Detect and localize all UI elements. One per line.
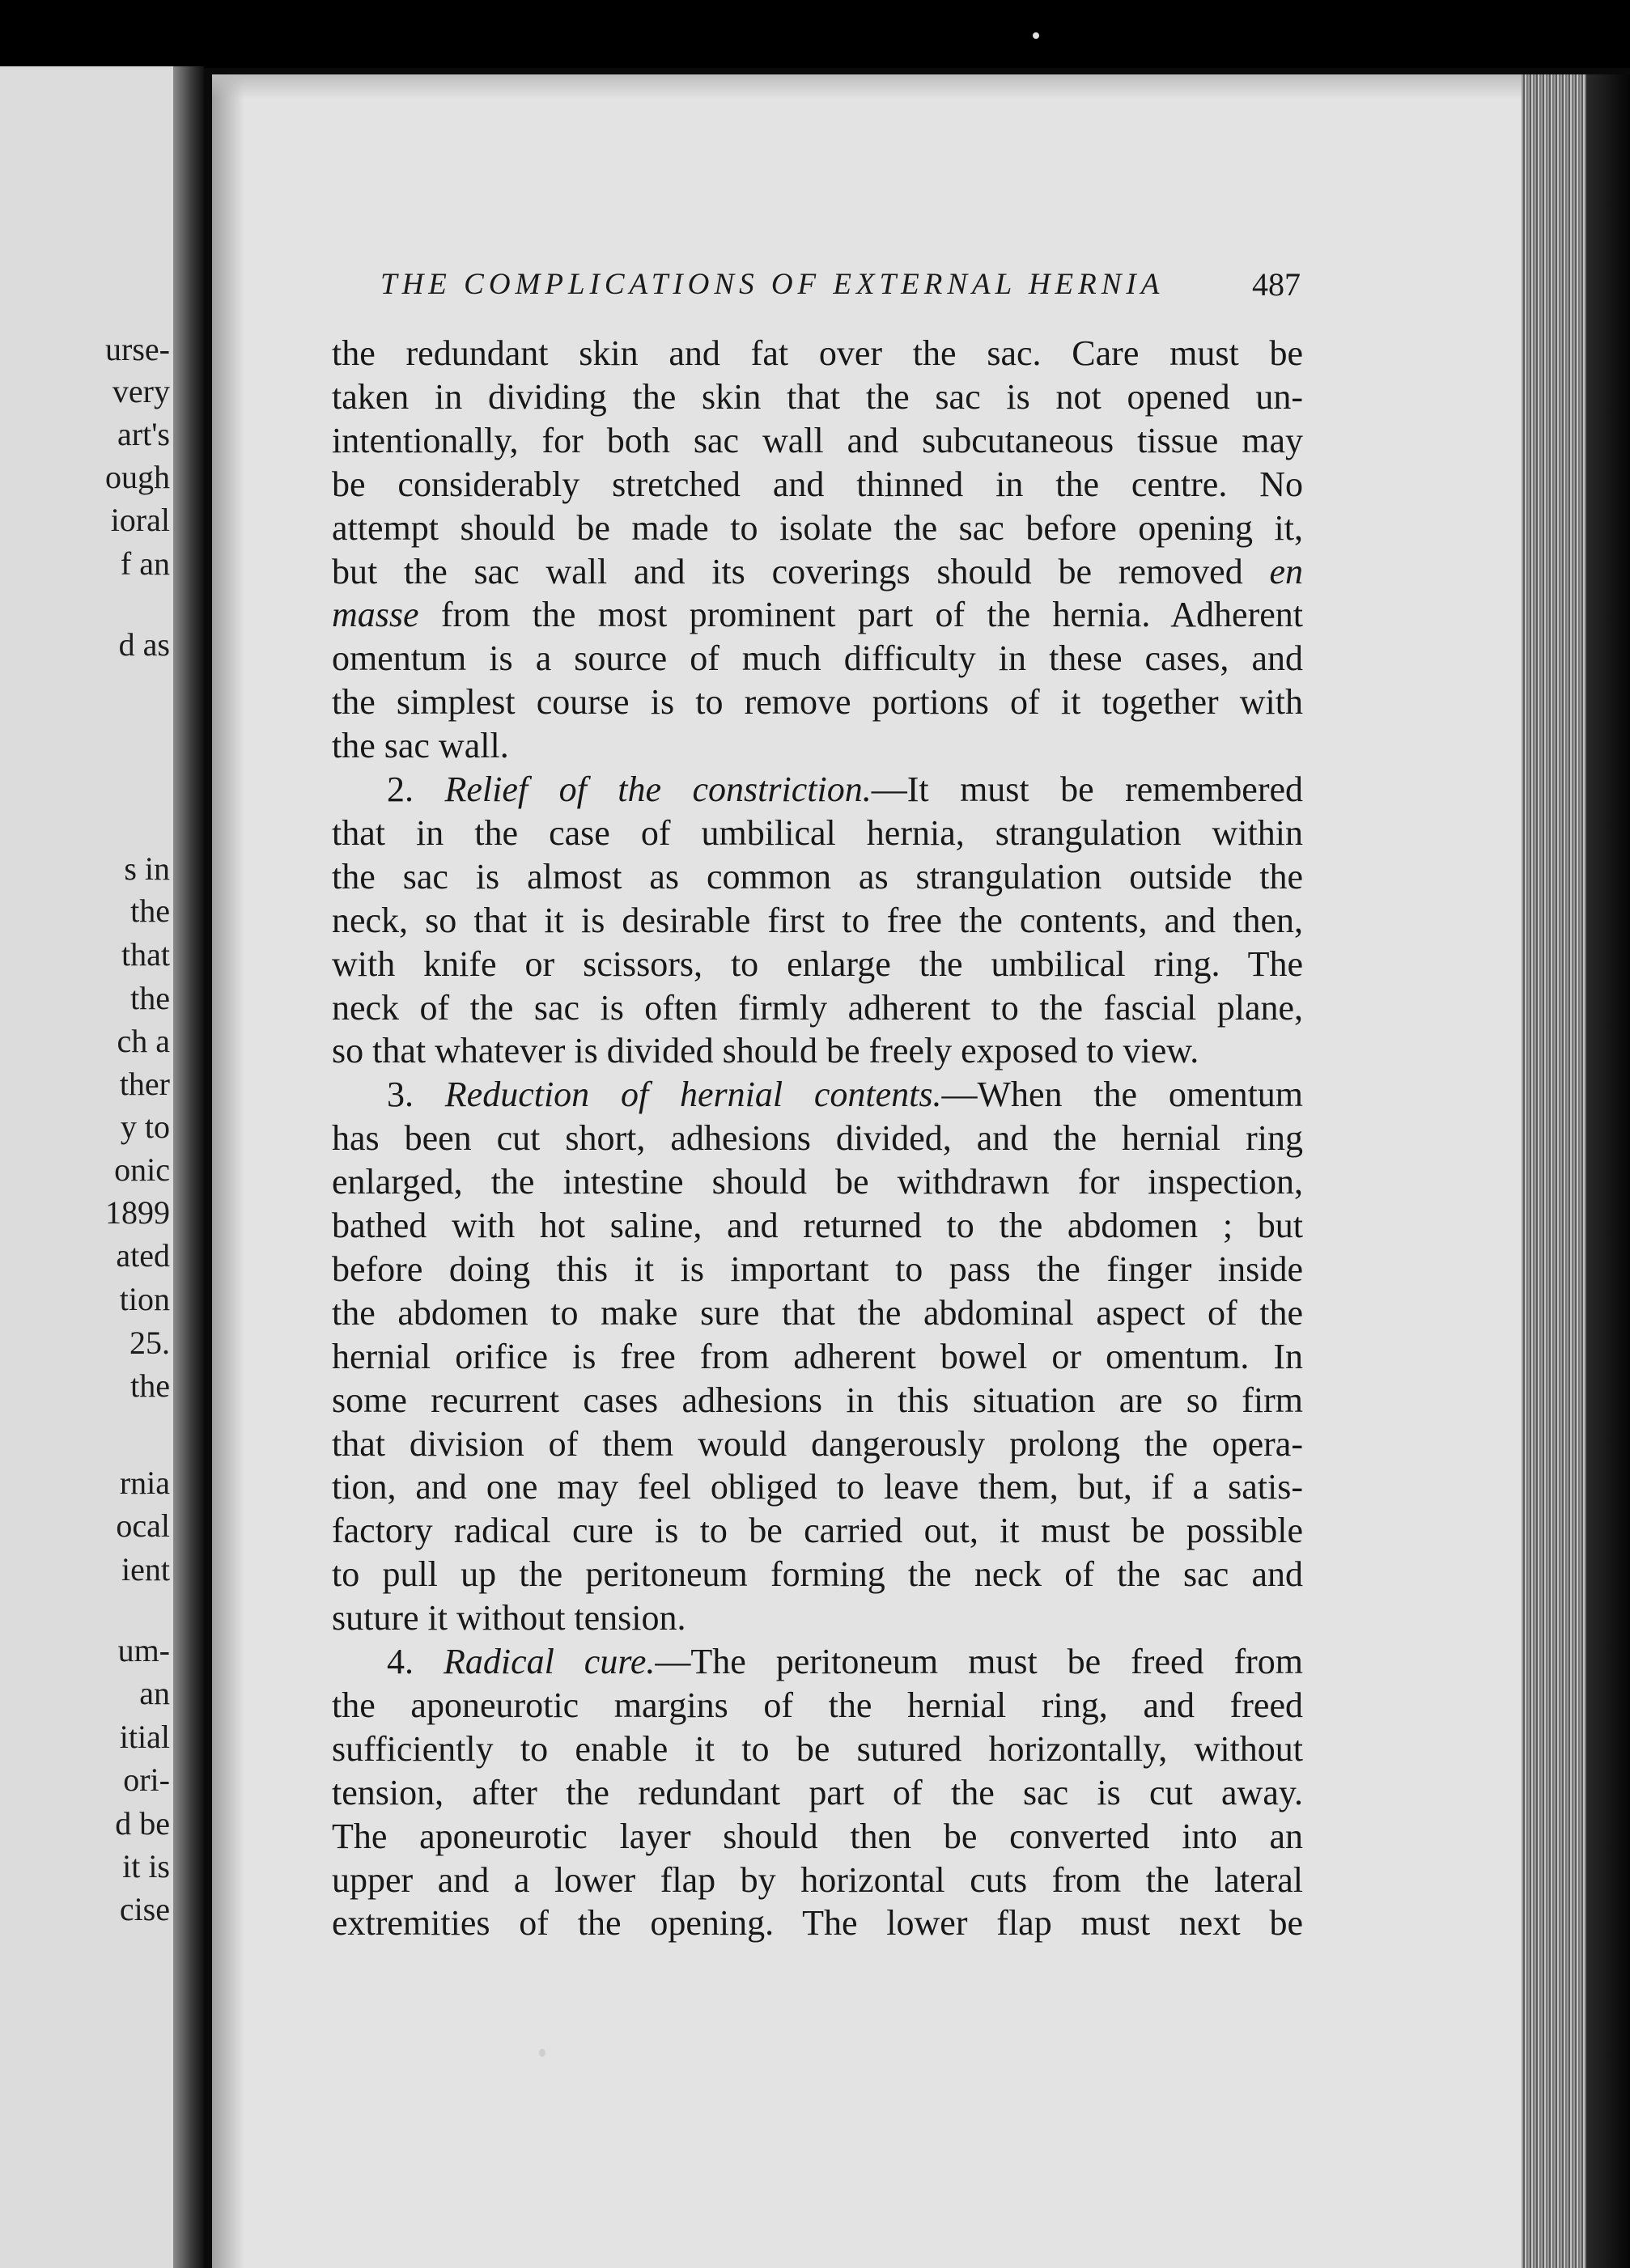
line-text: that in the case of umbilical hernia, strangulation within: [332, 813, 1303, 853]
line-text: with knife or scissors, to enlarge the umbilical ring. The: [332, 944, 1303, 984]
line-text: the redundant skin and fat over the sac. Care must be: [332, 333, 1303, 373]
body-line: [332, 1337, 1303, 1377]
running-head: THE COMPLICATIONS OF EXTERNAL HERNIA: [380, 268, 1165, 301]
line-text: hernial orifice is free from adherent bowel or omentum. In: [332, 1337, 1303, 1376]
body-line: [332, 1380, 1303, 1421]
body-line: [332, 988, 1303, 1028]
facing-page-fragment: y to: [120, 1109, 170, 1145]
facing-page-fragment: the: [130, 1367, 170, 1404]
body-line: [332, 1206, 1303, 1246]
scan-right-border: [1586, 74, 1630, 2268]
facing-page-fragment: onic: [114, 1151, 170, 1188]
line-text: —When the omentum: [941, 1075, 1304, 1114]
facing-page-fragment: f an: [120, 545, 170, 582]
line-text: enlarged, the intestine should be withdrawn for inspection,: [332, 1162, 1303, 1202]
body-line: [332, 1903, 1303, 1944]
body-line: [332, 857, 1303, 897]
body-line: [332, 1424, 1303, 1465]
line-text: taken in dividing the skin that the sac is not opened un-: [332, 377, 1303, 417]
line-text: upper and a lower flap by horizontal cuts from the lateral: [332, 1860, 1303, 1900]
body-line: [332, 726, 1303, 766]
body-line: [332, 1467, 1303, 1507]
line-text: but the sac wall and its coverings should be removed: [332, 552, 1243, 591]
body-line: [332, 464, 1303, 505]
body-line: [332, 1554, 1303, 1595]
body-line: [387, 1075, 1303, 1115]
body-line: [332, 1685, 1303, 1726]
line-text: the simplest course is to remove portions of it together with: [332, 682, 1303, 722]
facing-page-fragment: ioral: [110, 502, 170, 538]
body-line: [387, 769, 1303, 810]
line-text: so that whatever is divided should be freely exposed to view.: [332, 1031, 1199, 1070]
facing-page-fragment: the: [130, 892, 170, 929]
section-number: 4.: [387, 1642, 444, 1681]
body-line: [332, 638, 1303, 679]
facing-page-fragment: very: [112, 373, 170, 409]
body-line: [332, 1511, 1303, 1551]
facing-page-fragment: 25.: [129, 1325, 170, 1361]
line-text: the sac wall.: [332, 726, 509, 765]
paper-speck: [539, 2049, 545, 2057]
italic-text: en: [1269, 552, 1304, 591]
body-line: [332, 552, 1303, 592]
facing-page-fragment: the: [130, 980, 170, 1016]
facing-page-fragment: 1899: [105, 1194, 170, 1231]
body-line: [332, 901, 1303, 941]
body-line: [332, 1293, 1303, 1333]
page-shadow-left: [212, 74, 244, 2268]
line-text: that division of them would dangerously prolong the opera-: [332, 1424, 1303, 1464]
facing-page-fragment: cise: [119, 1891, 170, 1927]
facing-page-fragment: ough: [105, 459, 170, 495]
facing-page-fragment: ch a: [117, 1023, 170, 1059]
line-text: be considerably stretched and thinned in the centre. No: [332, 464, 1303, 504]
body-line: [332, 944, 1303, 985]
italic-text: masse: [332, 595, 419, 634]
body-line: [332, 421, 1303, 461]
line-text: has been cut short, adhesions divided, and the hernial ring: [332, 1118, 1303, 1158]
section-number: 3.: [387, 1075, 445, 1114]
facing-page-fragment: ther: [119, 1066, 170, 1102]
body-line: [332, 1249, 1303, 1290]
line-text: neck, so that it is desirable first to free the contents, and then,: [332, 901, 1303, 940]
line-text: omentum is a source of much difficulty in these cases, and: [332, 638, 1303, 678]
facing-page-fragment: an: [139, 1675, 170, 1711]
facing-page-fragment: urse-: [105, 331, 170, 367]
line-text: the abdomen to make sure that the abdominal aspect of the: [332, 1293, 1303, 1333]
line-text: some recurrent cases adhesions in this situation are so firm: [332, 1380, 1303, 1420]
line-text: bathed with hot saline, and returned to the abdomen ; but: [332, 1206, 1303, 1245]
facing-page-fragment: s in: [124, 850, 170, 887]
section-number: 2.: [387, 769, 445, 809]
page-shadow-top: [212, 74, 1526, 99]
facing-page-fragment: ient: [121, 1551, 170, 1588]
line-text: from the most prominent part of the hernia. Adherent: [418, 595, 1303, 634]
line-text: —It must be remembered: [871, 769, 1304, 809]
line-text: tion, and one may feel obliged to leave them, but, if a satis-: [332, 1467, 1303, 1507]
line-text: neck of the sac is often firmly adherent to the fascial plane,: [332, 988, 1303, 1028]
line-text: —The peritoneum must be freed from: [655, 1642, 1304, 1681]
body-line: [332, 595, 1303, 635]
facing-page-fragment: that: [121, 936, 170, 973]
line-text: to pull up the peritoneum forming the neck of the sac and: [332, 1554, 1303, 1594]
body-line: [332, 682, 1303, 723]
line-text: suture it without tension.: [332, 1598, 686, 1638]
facing-page-fragment: d as: [118, 626, 170, 663]
line-text: before doing this it is important to pass the finger inside: [332, 1249, 1303, 1289]
line-text: extremities of the opening. The lower flap must next be: [332, 1903, 1303, 1943]
scan-top-border: [0, 0, 1630, 68]
body-line: [332, 1118, 1303, 1159]
body-line: [332, 1598, 1303, 1638]
body-line: [332, 1031, 1303, 1071]
italic-text: Reduction of hernial contents.: [444, 1075, 942, 1114]
body-line: [332, 1162, 1303, 1202]
italic-text: Relief of the constriction.: [444, 769, 872, 809]
body-line: [332, 1773, 1303, 1813]
facing-page-fragment: it is: [122, 1848, 170, 1884]
line-text: The aponeurotic layer should then be converted into an: [332, 1817, 1303, 1856]
line-text: the sac is almost as common as strangulation outside the: [332, 857, 1303, 897]
facing-page-fragment: d be: [115, 1805, 170, 1842]
body-line: [387, 1642, 1303, 1682]
page-number: 487: [1252, 266, 1301, 303]
line-text: attempt should be made to isolate the sac before opening it,: [332, 508, 1303, 548]
line-text: the aponeurotic margins of the hernial ring, and freed: [332, 1685, 1303, 1725]
body-line: [332, 813, 1303, 854]
body-line: [332, 508, 1303, 549]
facing-page-fragment: ocal: [116, 1507, 170, 1544]
facing-page-fragment: rnia: [119, 1465, 170, 1501]
facing-page-fragment: ated: [116, 1237, 170, 1274]
paper-speck: [1033, 32, 1039, 39]
facing-page-fragment: art's: [117, 416, 170, 452]
facing-page-fragment: itial: [119, 1719, 170, 1755]
line-text: sufficiently to enable it to be sutured horizontally, without: [332, 1729, 1303, 1769]
book-gutter: [173, 66, 204, 2268]
body-line: [332, 1860, 1303, 1901]
facing-page-fragment: um-: [117, 1632, 170, 1668]
line-text: intentionally, for both sac wall and subcutaneous tissue may: [332, 421, 1303, 460]
body-line: [332, 333, 1303, 374]
body-line: [332, 1729, 1303, 1770]
facing-page-fragment: ori-: [123, 1761, 170, 1798]
italic-text: Radical cure.: [443, 1642, 656, 1681]
facing-page-fragment: tion: [119, 1281, 170, 1317]
line-text: factory radical cure is to be carried out, it must be possible: [332, 1511, 1303, 1550]
line-text: tension, after the redundant part of the sac is cut away.: [332, 1773, 1303, 1812]
body-line: [332, 1817, 1303, 1857]
body-line: [332, 377, 1303, 418]
